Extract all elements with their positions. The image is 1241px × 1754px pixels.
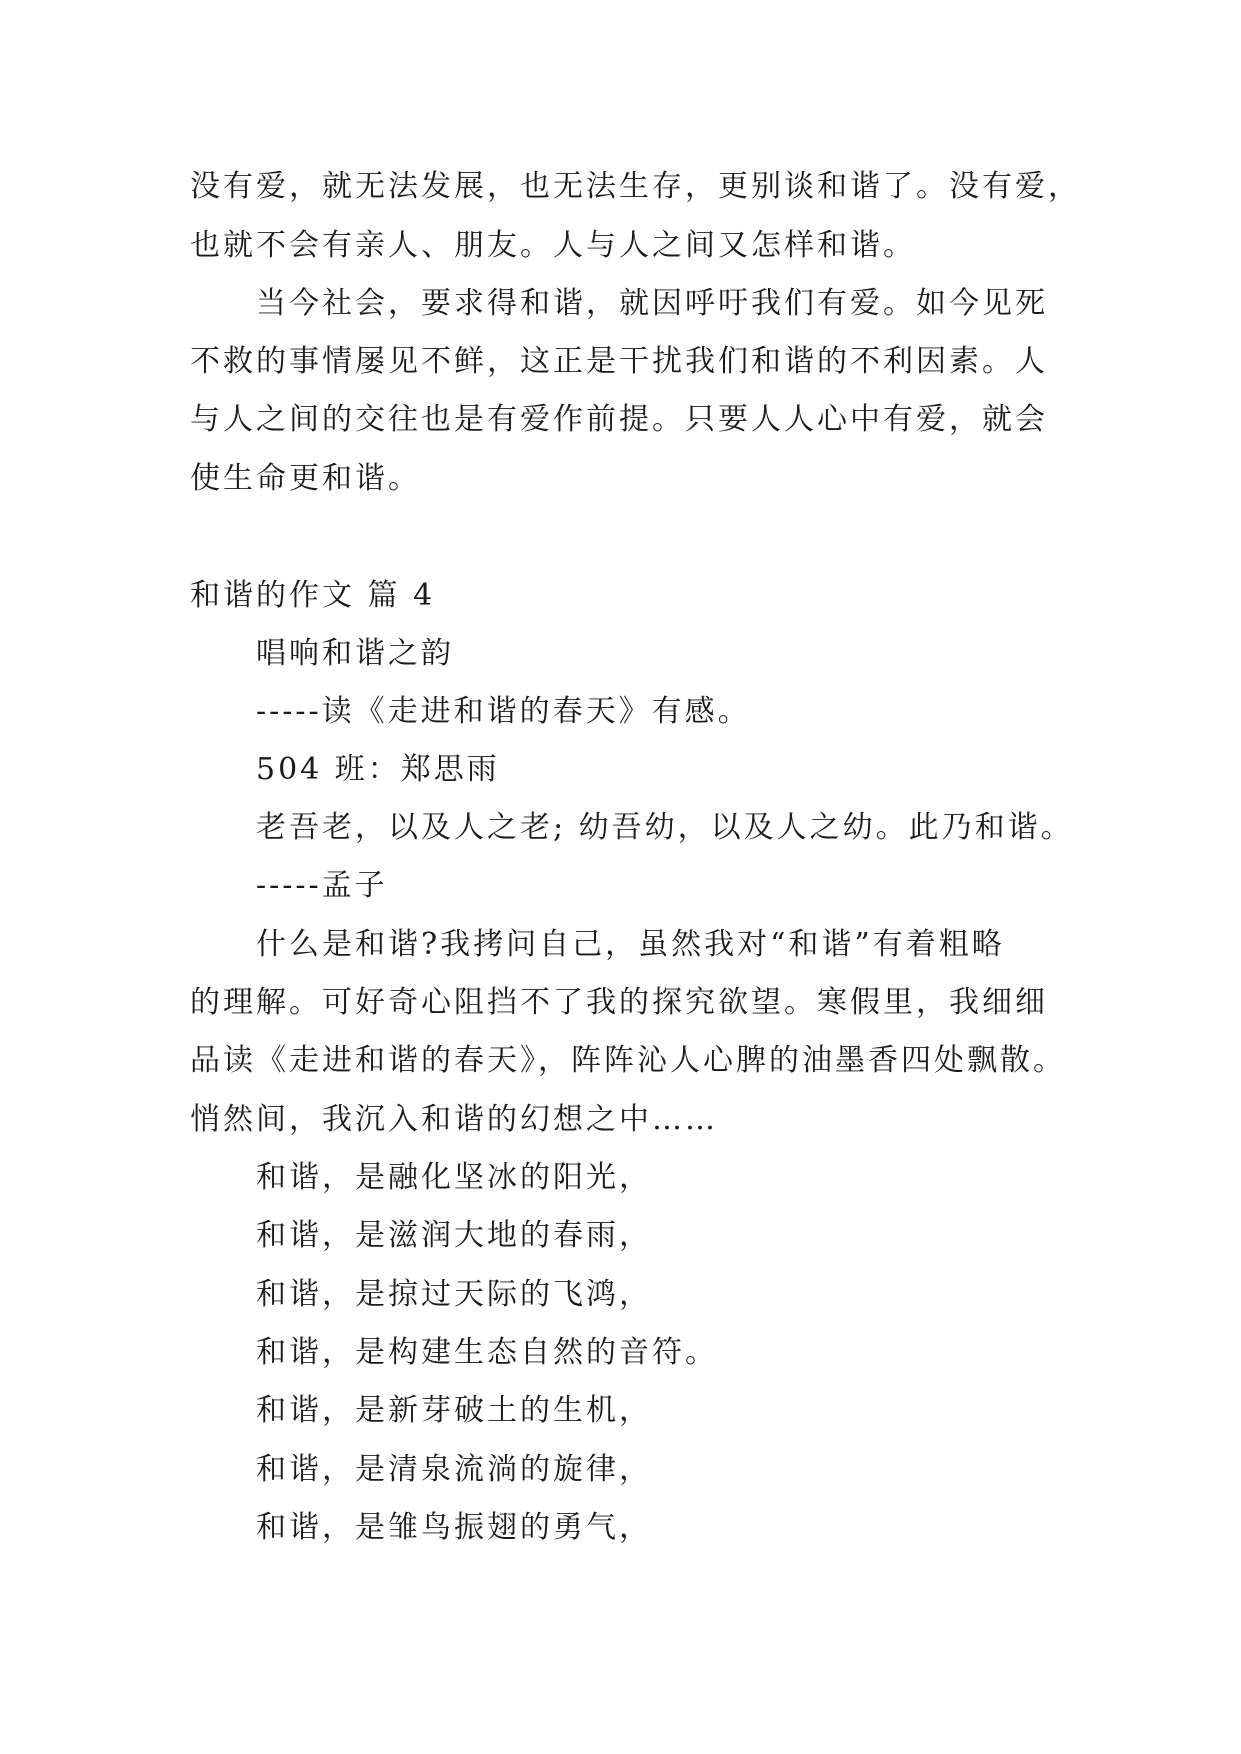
essay-title: 唱响和谐之韵	[256, 636, 454, 671]
paragraph-line: 的理解。可好奇心阻挡不了我的探究欲望。寒假里，我细细	[190, 985, 1048, 1020]
paragraph-line: 当今社会，要求得和谐，就因呼吁我们有爱。如今见死	[256, 286, 1048, 321]
quotation-source: -----孟子	[256, 868, 388, 903]
poem-line: 和谐，是新芽破土的生机，	[256, 1393, 652, 1428]
paragraph-line: 使生命更和谐。	[190, 461, 421, 496]
essay-subtitle: -----读《走进和谐的春天》有感。	[256, 694, 751, 729]
poem-line: 和谐，是滋润大地的春雨，	[256, 1218, 652, 1253]
paragraph-line: 悄然间，我沉入和谐的幻想之中……	[190, 1102, 718, 1137]
poem-line: 和谐，是清泉流淌的旋律，	[256, 1452, 652, 1487]
poem-line: 和谐，是构建生态自然的音符。	[256, 1335, 718, 1370]
paragraph-line: 品读《走进和谐的春天》，阵阵沁人心脾的油墨香四处飘散。	[190, 1043, 1066, 1078]
section-heading: 和谐的作文 篇 4	[190, 578, 436, 613]
paragraph-line: 不救的事情屡见不鲜，这正是干扰我们和谐的不利因素。人	[190, 344, 1048, 379]
paragraph-line: 什么是和谐?我拷问自己，虽然我对“和谐”有着粗略	[256, 927, 1005, 962]
paragraph-line: 也就不会有亲人、朋友。人与人之间又怎样和谐。	[190, 228, 916, 263]
quotation: 老吾老，以及人之老; 幼吾幼，以及人之幼。此乃和谐。	[256, 810, 1074, 845]
poem-line: 和谐，是掠过天际的飞鸿，	[256, 1277, 652, 1312]
poem-line: 和谐，是雏鸟振翅的勇气，	[256, 1510, 652, 1545]
poem-line: 和谐，是融化坚冰的阳光，	[256, 1160, 652, 1195]
essay-author: 504 班：郑思雨	[256, 752, 500, 787]
paragraph-line: 没有爱，就无法发展，也无法生存，更别谈和谐了。没有爱，	[190, 169, 1081, 204]
paragraph-line: 与人之间的交往也是有爱作前提。只要人人心中有爱，就会	[190, 402, 1048, 437]
